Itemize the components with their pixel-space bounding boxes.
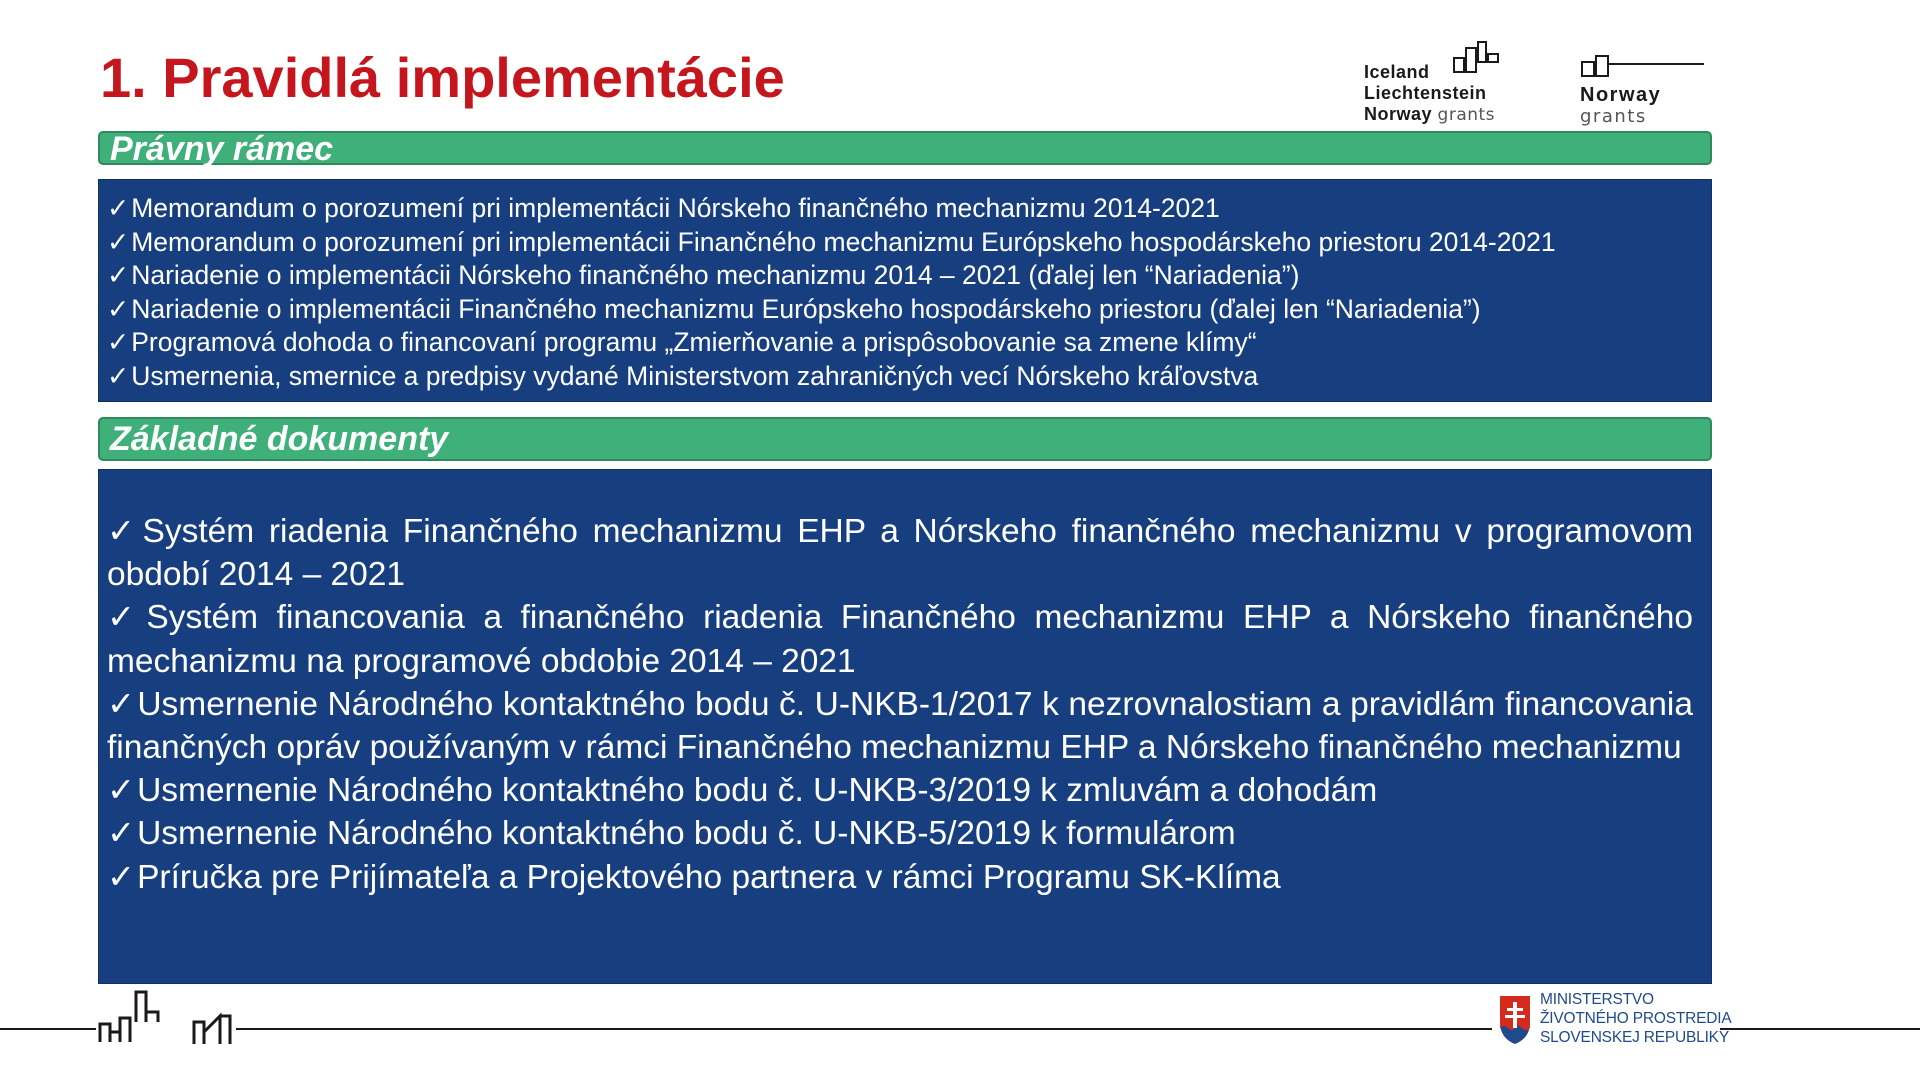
core-documents-box xyxy=(98,469,1712,984)
check-icon: ✓ xyxy=(107,685,136,723)
eea-grants-word: grants xyxy=(1437,105,1496,125)
check-icon: ✓ xyxy=(107,260,130,291)
check-icon: ✓ xyxy=(107,327,130,358)
list-item: ✓Nariadenie o implementácii Finančného mechanizmu Európskeho hospodárskeho priestoru (ďalej len “Nariadenia”) xyxy=(107,293,1481,324)
slovak-coat-of-arms-icon xyxy=(1498,994,1532,1046)
section-header-zakladne-dokumenty xyxy=(98,417,1712,461)
list-item: ✓Usmernenia, smernice a predpisy vydané Ministerstvom zahraničných vecí Nórskeho kráľovstva xyxy=(107,360,1259,391)
check-icon: ✓ xyxy=(107,226,130,257)
section-heading: Právny rámec xyxy=(110,130,334,168)
check-icon: ✓ xyxy=(107,815,136,853)
list-item: ✓Usmernenie Národného kontaktného bodu č. U-NKB-5/2019 k formulárom xyxy=(107,815,1236,853)
list-item: ✓Systém financovania a finančného riadenia Finančného mechanizmu EHP a Nórskeho finančného mechanizmu na programové obdobie 2014 – 2021 xyxy=(107,599,1693,680)
check-icon: ✓ xyxy=(107,599,145,637)
ministry-logo xyxy=(1492,988,1732,1056)
list-item: ✓Usmernenie Národného kontaktného bodu č. U-NKB-3/2019 k zmluvám a dohodám xyxy=(107,772,1378,810)
check-icon: ✓ xyxy=(107,293,130,324)
grants-mark-icon xyxy=(96,986,236,1046)
norway-grants-mark-icon xyxy=(1580,52,1706,82)
check-icon: ✓ xyxy=(107,772,136,810)
section-heading: Základné dokumenty xyxy=(110,420,449,458)
legal-framework-box xyxy=(98,179,1712,402)
check-icon: ✓ xyxy=(107,193,130,223)
norway-grants-logo xyxy=(1578,52,1708,132)
list-item: ✓Nariadenie o implementácii Nórskeho finančného mechanizmu 2014 – 2021 (ďalej len “Nariadenia”) xyxy=(107,260,1300,291)
check-icon: ✓ xyxy=(107,360,130,391)
check-icon: ✓ xyxy=(107,858,136,896)
list-item: ✓Memorandum o porozumení pri implementácii Nórskeho finančného mechanizmu 2014-2021 xyxy=(107,193,1220,223)
eea-line-norway: Norway grants xyxy=(1364,104,1496,125)
list-item: ✓Systém riadenia Finančného mechanizmu EHP a Nórskeho finančného mechanizmu v programovom období 2014 – 2021 xyxy=(107,513,1693,594)
norway-grants-name: Norway xyxy=(1580,84,1662,106)
section-header-pravny-ramec xyxy=(98,130,1712,168)
list-item: ✓Memorandum o porozumení pri implementácii Finančného mechanizmu Európskeho hospodárskeho priestoru 2014-2021 xyxy=(107,226,1556,257)
slide-title: 1. Pravidlá implementácie xyxy=(100,46,785,109)
ministry-name xyxy=(1540,990,1732,1047)
list-item: ✓Usmernenie Národného kontaktného bodu č. U-NKB-1/2017 k nezrovnalostiam a pravidlám financovania finančných opráv používaným v rámci Finančného mechanizmu EHP a Nórskeho finančného mechanizmu xyxy=(107,685,1693,767)
check-icon: ✓ xyxy=(107,513,141,550)
footer-grants-mark xyxy=(96,986,236,1046)
eea-line-iceland: Iceland xyxy=(1364,62,1430,82)
eea-grants-logo xyxy=(1362,40,1522,130)
ministry-line: ŽIVOTNÉHO PROSTREDIA xyxy=(1540,1010,1732,1027)
list-item: ✓Programová dohoda o financovaní programu „Zmierňovanie a prispôsobovanie sa zmene klímy“ xyxy=(107,327,1257,358)
list-item: ✓Príručka pre Prijímateľa a Projektového partnera v rámci Programu SK-Klíma xyxy=(107,858,1281,896)
norway-grants-word: grants xyxy=(1580,106,1647,127)
ministry-line: SLOVENSKEJ REPUBLIKY xyxy=(1540,1029,1729,1046)
eea-grants-mark-icon xyxy=(1450,40,1514,76)
eea-line-liechtenstein: Liechtenstein xyxy=(1364,83,1487,103)
ministry-line: MINISTERSTVO xyxy=(1540,991,1654,1008)
